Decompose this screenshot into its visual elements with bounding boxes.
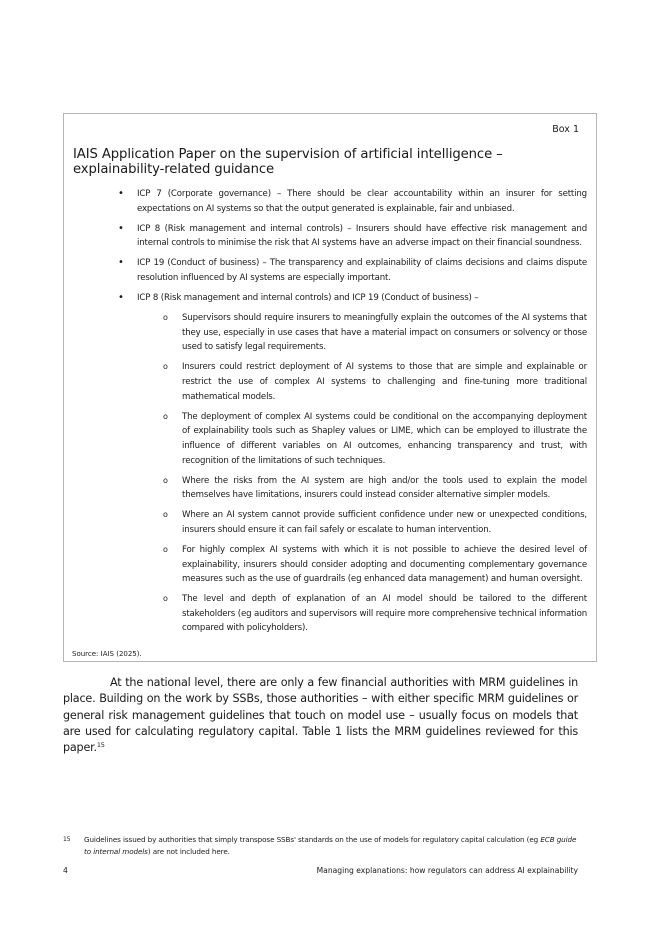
bullet-icon: • xyxy=(118,188,124,199)
sub-list-item: o Where the risks from the AI system are high and/or the tools used to explain the model themselves have limitations, insurers could instead consider alternative simpler models. xyxy=(163,475,587,501)
bullet-icon: • xyxy=(118,257,124,269)
circle-bullet-icon: o xyxy=(163,362,168,372)
sub-list-item: o For highly complex AI systems with which it is not possible to achieve the desired level of explainability, insurers should consider adopting and documenting complementary governance measures such as the use of guardrails (eg enhanced data management) and human oversight. xyxy=(163,544,587,585)
footnote: 15 Guidelines issued by authorities that simply transpose SSBs' standards on the use of models for regulatory capital calculation (eg ECB guide to internal models) are not included here. xyxy=(63,835,577,856)
sub-list-item: o Insurers could restrict deployment of AI systems to those that are simple and explainable or restrict the use of complex AI systems to challenging and fine-tuning more traditional mathematical models. xyxy=(163,362,587,402)
circle-bullet-icon: o xyxy=(163,510,168,520)
circle-bullet-icon: o xyxy=(163,475,168,485)
list-item: • ICP 7 (Corporate governance) – There should be clear accountability within an insurer for setting expectations on AI systems so that the output generated is explainable, fair and unbiased. xyxy=(118,188,587,214)
running-title: Managing explanations: how regulators can address AI explainability xyxy=(316,866,578,875)
circle-bullet-icon: o xyxy=(163,544,168,554)
page-footer xyxy=(63,866,578,875)
sub-list-item: o Where an AI system cannot provide sufficient confidence under new or unexpected conditions, insurers should ensure it can fail safely or escalate to human intervention. xyxy=(163,510,587,535)
list-item: • ICP 8 (Risk management and internal controls) – Insurers should have effective risk management and internal controls to minimise the risk that AI systems have an adverse impact on their financial soundness. xyxy=(118,222,587,249)
bullet-icon: • xyxy=(118,222,124,234)
sub-list-item: o Supervisors should require insurers to meaningfully explain the outcomes of the AI systems that they use, especially in use cases that have a material impact on consumers or solvency or those used to satisfy legal requirements. xyxy=(163,313,587,353)
sub-list-item: o The deployment of complex AI systems could be conditional on the accompanying deployment of explainability tools such as Shapley values or LIME, which can be employed to illustrate the influence of different variables on AI outcomes, enhancing transparency and trust, with recognition of the limitations of such techniques. xyxy=(163,411,587,466)
box-label: Box 1 xyxy=(552,124,579,135)
guidance-list xyxy=(64,187,598,642)
list-item: • ICP 8 (Risk management and internal controls) and ICP 19 (Conduct of business) – xyxy=(137,291,587,306)
sub-list-item: o The level and depth of explanation of an AI model should be tailored to the different stakeholders (eg auditors and supervisors will require more comprehensive technical information compared with policyholders). xyxy=(163,594,587,634)
box-source: Source: IAIS (2025). xyxy=(72,650,142,658)
list-item: • ICP 19 (Conduct of business) – The transparency and explainability of claims decisions and claims dispute resolution influenced by AI systems are especially important. xyxy=(118,257,587,283)
body-paragraph: At the national level, there are only a few financial authorities with MRM guidelines in place. Building on the work by SSBs, those authorities – with either specific MRM guidelines or general risk management guidelines that touch on model use – usually focus on models that are used for calculating regulatory capital. Table 1 lists the MRM guidelines reviewed for this paper.$^{15}$ xyxy=(63,676,578,755)
footnote-italic: ECB guide to internal models xyxy=(84,835,577,856)
circle-bullet-icon: o xyxy=(163,411,168,421)
box-title: IAIS Application Paper on the supervision of artificial intelligence – explainability-related guidance xyxy=(73,147,503,177)
circle-bullet-icon: o xyxy=(163,594,168,604)
circle-bullet-icon: o xyxy=(163,313,168,323)
page-number: 4 xyxy=(63,866,68,875)
box-1 xyxy=(63,113,597,662)
footnote-ref[interactable]: 15 xyxy=(96,741,105,750)
bullet-icon: • xyxy=(118,292,124,304)
footnote-number: 15 xyxy=(63,836,71,843)
